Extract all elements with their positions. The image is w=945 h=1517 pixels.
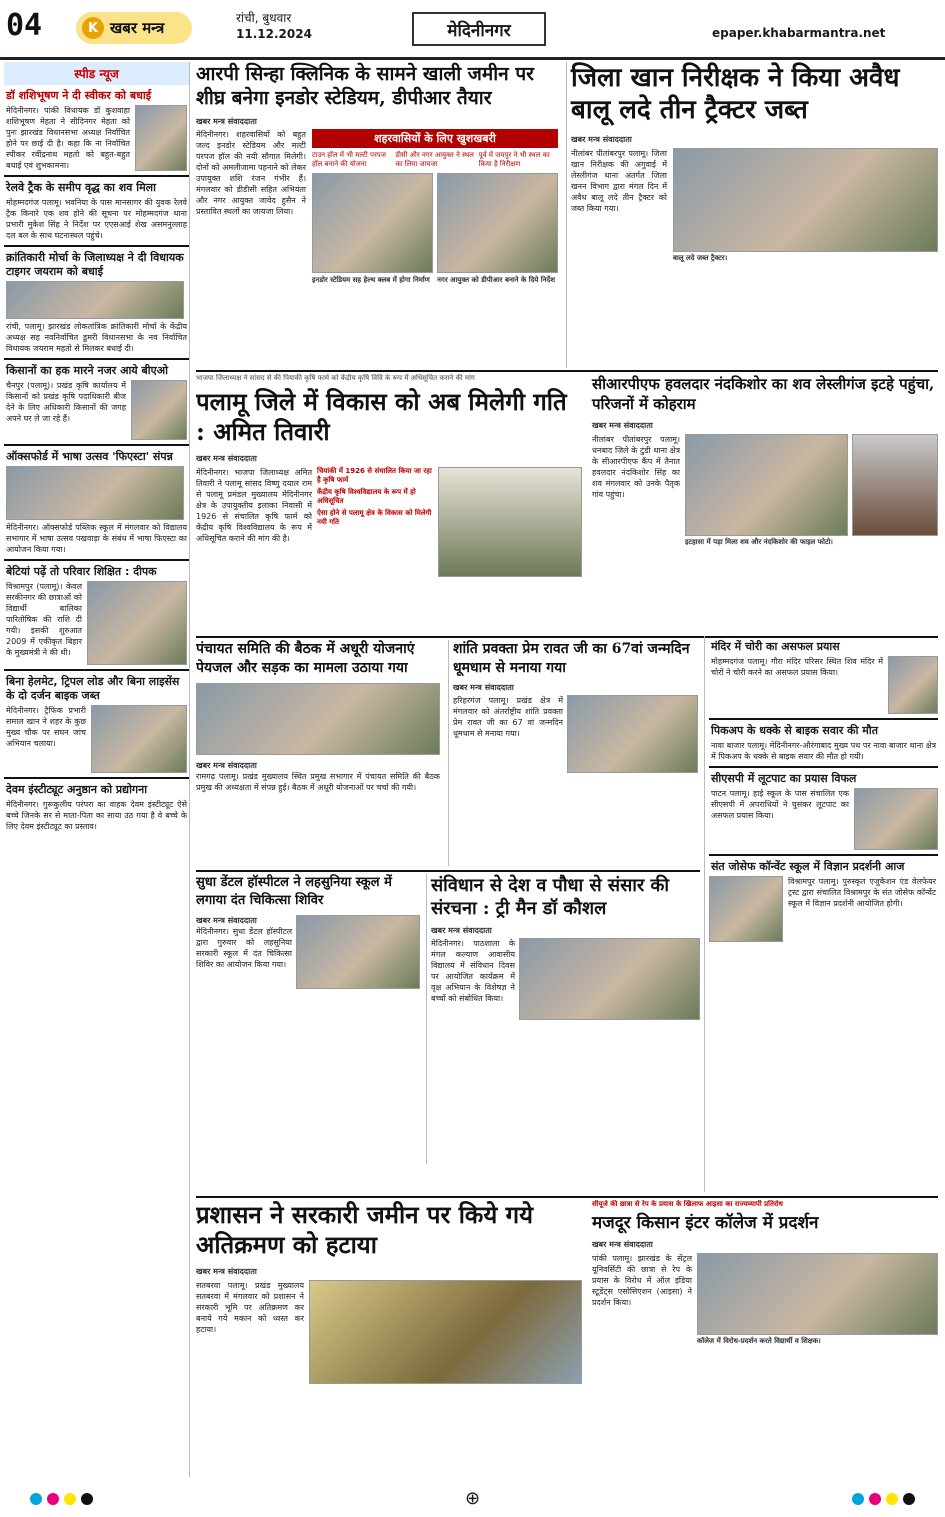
story-birthday: [448, 640, 698, 866]
brief-headline: मंदिर में चोरी का असफल प्रयास: [711, 640, 840, 653]
headline: जिला खान निरीक्षक ने किया अवैध बालू लदे तीन ट्रैक्टर जब्त: [571, 63, 900, 125]
story-development: [196, 374, 582, 630]
brief-photo: [709, 876, 783, 942]
divider: [709, 854, 938, 856]
divider: [196, 370, 938, 372]
brief-body: चैनपुर (पलामू)। प्रखंड कृषि कार्यालय में किसानों को प्रखंड कृषि पदाधिकारी बीज देने के लिए अधिकारी किसानों की जगह अपने घर ले जा रहे हैं।: [6, 381, 126, 423]
story-photo: [296, 915, 420, 989]
divider: [4, 777, 189, 779]
byline: खबर मन्त्र संवाददाता: [196, 454, 257, 463]
brief-body: नावा बाजार पलामू। मेदिनीनगर-औरंगाबाद मुख्य पथ पर नावा बाजार थाना क्षेत्र में पिकअप के धक्के से बाइक सवार की मौत हो गयी।: [711, 741, 936, 761]
story-body: मेदिनीनगर। सुधा डेंटल हॉस्पीटल द्वारा गुरुवार को लहसुनिया सरकारी स्कूल में दंत चिकित्सा शिविर का आयोजन किया गया।: [196, 927, 292, 969]
brief-body: मेदिनीनगर। ऑक्सफोर्ड पब्लिक स्कूल में मंगलवार को विद्यालय सभागार में भाषा उत्सव पखवाड़ा के संबंध में भाषा फिएस्टा का आयोजन किया गया।: [6, 523, 187, 554]
photo-caption: कॉलेज में विरोध-प्रदर्शन करते विद्यार्थी व शिक्षक।: [697, 1337, 821, 1345]
page-number: 04: [6, 8, 43, 43]
brief-headline: डॉ शशिभूषण ने दी स्वीकर को बधाई: [6, 89, 152, 102]
brand-badge: [76, 12, 192, 44]
brief-body: मेदिनीनगर। ट्रैफिक प्रभारी समाल खान ने शहर के कुछ मुख्य चौक पर सघन जांच अभियान चलाया।: [6, 706, 86, 748]
brief-headline: ऑक्सफोर्ड में भाषा उत्सव 'फिएस्टा' संपन्न: [6, 450, 173, 463]
story-body: मेदिनीनगर। भाजपा जिलाध्यक्ष अमित तिवारी ने पलामू सांसद विष्णु दयाल राम से पलामू प्रमंडल मुख्यालय मेदिनीनगर क्षेत्र के उपायुक्तीय इलाका निवासी में 1926 से संचालित कृषि फार्म को केंद्रीय कृषि विश्वविद्यालय के रूप में अधिसूचित कराने की मांग की है।: [196, 468, 312, 543]
story-photo: [196, 683, 440, 755]
story-body: रामगढ़ पलामू। प्रखंड मुख्यालय स्थित प्रमुख सभागार में पंचायत समिति की बैठक प्रमुख की अध्यक्षता में संपन्न हुई। बैठक में अधूरी योजनाओं पर चर्चा की गयी।: [196, 772, 440, 792]
photo-caption: नगर आयुक्त को डीपीआर बनाने के दिये निर्देश: [437, 276, 555, 284]
brand-logo-icon: K: [82, 17, 104, 39]
brief-headline: रेलवे ट्रैक के समीप वृद्ध का शव मिला: [6, 181, 156, 194]
story-body: मेदिनीनगर। शहरवासियों को बहुत जल्द इनडोर स्टेडियम और मल्टी परपज हॉल की नयी सौगात मिलेगी। दोनों को अमलीजामा पहनाने को लेकर उपायुक्त शशि रंजन गंभीर हैं। मंगलवार को डीडीसी सहित अभियंता और नगर आयुक्त जावेद हुसैन ने प्रस्तावित स्थलों का जायजा लिया।: [196, 130, 306, 216]
story-photo: [567, 695, 698, 773]
headline: पंचायत समिति की बैठक में अधूरी योजनाएं पेयजल और सड़क का मामला उठाया गया: [196, 641, 415, 676]
print-registration-strip: [0, 1480, 945, 1517]
brief-photo: [131, 380, 187, 440]
brief-body: पाटन पलामू। हाई स्कूल के पास संचालित एक सीएसपी में अपराधियों ने घुसकर लूटपाट का असफल प्रयास किया।: [711, 789, 849, 820]
divider: [4, 669, 189, 671]
bullet-point: ऐसा होने से पलामू क्षेत्र के विकास को मिलेगी नयी गति: [317, 509, 432, 526]
cyan-dot-icon: [30, 1493, 42, 1505]
portrait-photo: [438, 467, 582, 577]
registration-mark-icon: ⊕: [464, 1488, 481, 1509]
byline: खबर मन्त्र संवाददाता: [196, 761, 257, 770]
overline: भाजपा जिलाध्यक्ष ने सांसद से की पियाकी कृषि फार्म को केंद्रीय कृषि विवि के रूप में अधिसूचित कराने की मांग: [196, 374, 475, 382]
story-photo: [519, 938, 700, 1020]
magenta-dot-icon: [869, 1493, 881, 1505]
masthead: [0, 0, 945, 60]
divider: [4, 358, 189, 360]
section-band: शहरवासियों के लिए खुशखबरी: [312, 129, 558, 148]
story-protest: [588, 1200, 938, 1476]
brief-photo: [854, 788, 938, 850]
story-photo: [685, 434, 848, 536]
city-day: रांची, बुधवार: [236, 11, 292, 25]
byline: खबर मन्त्र संवाददाता: [196, 117, 257, 126]
left-column: [4, 62, 190, 1477]
divider: [196, 870, 700, 872]
byline: खबर मन्त्र संवाददाता: [196, 916, 257, 925]
story-body: पांकी पलामू। झारखंड के सेंट्रल यूनिवर्सिटी की छात्रा से रेप के प्रयास के विरोध में ऑल इंडिया स्टूडेंट्स एसोसिएशन (आइसा) ने प्रदर्शन किया।: [592, 1254, 692, 1307]
story-body: मेदिनीनगर। पाठशाला के मंगल कल्याण आवासीय विद्यालय में संविधान दिवस पर आयोजित कार्यक्रम में वृक्ष अभियान के विशेषज्ञ ने बच्चों को संबोधित किया।: [431, 939, 515, 1003]
brief-body: रांची, पलामू। झारखंड लोकतांत्रिक क्रांतिकारी मोर्चा के केंद्रीय अध्यक्ष सह नवनिर्वाचित डुमरी विधानसभा के नव निर्वाचित विधायक जयराम महतो से मिलकर बधाई दी।: [6, 322, 187, 353]
story-encroachment: [196, 1200, 582, 1476]
byline: खबर मन्त्र संवाददाता: [453, 683, 514, 692]
brief-headline: सीएसपी में लूटपाट का प्रयास विफल: [711, 772, 857, 785]
brief-body: विश्रामपुर पलामू। पुरुस्कृत एजुकेशन एंड वेलफेयर ट्रस्ट द्वारा संचालित विश्रामपुर के संत जोसेफ कॉन्वेंट स्कूल में विज्ञान प्रदर्शनी आयोजित होगी।: [788, 877, 936, 908]
color-dots: [30, 1493, 93, 1505]
headline: संविधान से देश व पौधा से संसार की संरचना : ट्री मैन डॉ कौशल: [431, 875, 670, 919]
brief-photo: [6, 281, 184, 319]
brief-photo: [6, 466, 184, 520]
brief-headline: बेटियां पढ़ें तो परिवार शिक्षित : दीपक: [6, 565, 157, 578]
brief-photo: [87, 581, 187, 665]
story-body: नीलांबर पीतांबरपुर पलामू। जिला खान निरीक्षक की अगुवाई में लेस्लीगंज थाना अंतर्गत जिला खनन विभाग द्वारा मंगल दिन में अवैध बालू लदे तीन ट्रैक्टर को जब्त किया गया।: [571, 149, 667, 213]
byline: खबर मन्त्र संवाददाता: [592, 421, 653, 430]
brief-headline: क्रांतिकारी मोर्चा के जिलाध्यक्ष ने दी विधायक टाइगर जयराम को बधाई: [6, 251, 184, 278]
bullet-point: केंद्रीय कृषि विश्वविद्यालय के रूप में हो अधिसूचित: [317, 488, 416, 505]
brief-headline: बिना हेलमेट, ट्रिपल लोड और बिना लाइसेंस के दो दर्जन बाइक जब्त: [6, 675, 180, 702]
divider: [4, 175, 189, 177]
brief-headline: संत जोसेफ कॉन्वेंट स्कूल में विज्ञान प्रदर्शनी आज: [711, 860, 905, 873]
brief-body: मोहम्मदगंज पलामू। भवनिया के पास मानसागर की युवक रेलवे ट्रैक किनारे एक शव होने की सूचना पर मोहम्मदगंज थाना प्रभारी मुकेश सिंह ने निर्देश पर एएसआई शेख असमनुल्लाह दल बल के साथ घटनास्थल पहुंचे।: [6, 198, 187, 240]
headline: प्रशासन ने सरकारी जमीन पर किये गये अतिक्रमण को हटाया: [196, 1200, 534, 1259]
byline: खबर मन्त्र संवाददाता: [571, 135, 632, 144]
divider: [4, 559, 189, 561]
brief-photo: [888, 656, 938, 714]
story-mining: [566, 62, 938, 368]
brief-headline: किसानों का हक मारने नजर आये बीएओ: [6, 364, 168, 377]
bullet-point: पूर्व में जयपुर ने भी स्थल का किया है निरीक्षण: [478, 151, 550, 168]
bullet-point: डीसी और नगर आयुक्त ने स्थल का लिया जायजा: [395, 151, 474, 168]
bullet-point: टाउन हॉल में भी मल्टी परपज हॉल बनाने की योजना: [312, 151, 386, 168]
right-briefs: [704, 636, 938, 1192]
story-body: हरिहरगंज पलामू। प्रखंड क्षेत्र में मंगलवार को अंतर्राष्ट्रीय शांति प्रवक्ता प्रेम रावत जी का 67 वां जन्मदिन धूमधाम से मनाया गया।: [453, 696, 563, 738]
yellow-dot-icon: [64, 1493, 76, 1505]
byline: खबर मन्त्र संवाददाता: [196, 1267, 257, 1276]
headline: मजदूर किसान इंटर कॉलेज में प्रदर्शन: [592, 1213, 819, 1233]
story-photo: [437, 173, 558, 273]
photo-caption: बालू लदे जब्त ट्रैक्टर।: [673, 254, 728, 262]
story-panchayat: [196, 640, 440, 866]
story-photo: [312, 173, 433, 273]
dateline: [236, 10, 312, 42]
story-dental: [196, 874, 420, 1164]
divider: [709, 766, 938, 768]
overline: सीयूजे की छात्रा से रेप के प्रयास के खिलाफ आइसा का राज्यव्यापी प्रतिरोध: [592, 1200, 783, 1208]
brief-photo: [91, 705, 187, 773]
headline: शांति प्रवक्ता प्रेम रावत जी का 67वां जन्मदिन धूमधाम से मनाया गया: [453, 641, 690, 676]
story-crpf: [588, 374, 938, 630]
story-photo: [309, 1280, 582, 1384]
brief-body: मेदिनीनगर। गुरूकुलीय परंपरा का वाहक देवम इंस्टीट्यूट ऐसे बच्चे जिनके सर से माता-पिता का साया उठ गया है वे बच्चे के लिए देवम इंस्टीट्यूट का प्रस्ताव।: [6, 800, 187, 831]
brief-photo: [135, 105, 187, 171]
cyan-dot-icon: [852, 1493, 864, 1505]
headline: सीआरपीएफ हवलदार नंदकिशोर का शव लेस्लीगंज इटहे पहुंचा, परिजनों में कोहराम: [592, 375, 935, 413]
byline: खबर मन्त्र संवाददाता: [592, 1240, 653, 1249]
bullet-point: चियांकी में 1926 से संचालित किया जा रहा है कृषि फार्म: [317, 467, 432, 484]
divider: [709, 718, 938, 720]
headline: सुधा डेंटल हॉस्पीटल ने लहसुनिया स्कूल में लगाया दंत चिकित्सा शिविर: [196, 875, 392, 908]
edition-name: मेदिनीनगर: [412, 12, 546, 46]
headline: पलामू जिले में विकास को अब मिलेगी गति : अमित तिवारी: [196, 387, 567, 446]
speed-news-band: स्पीड न्यूज: [4, 62, 189, 85]
brand-name: खबर मन्त्र: [110, 19, 165, 37]
divider: [4, 444, 189, 446]
headline: आरपी सिन्हा क्लिनिक के सामने खाली जमीन पर शीघ्र बनेगा इनडोर स्टेडियम, डीपीआर तैयार: [196, 63, 534, 109]
epaper-url[interactable]: epaper.khabarmantra.net: [712, 26, 886, 40]
story-body: नीलांबर पीतांबरपुर पलामू। धनबाद जिले के टुंडी थाना क्षेत्र के सीआरपीएफ कैंप में तैनात हवलदार नंदकिशोर सिंह का शव मंगलवार को उनके पैतृक गांव पहुंचा।: [592, 435, 680, 499]
brief-headline: देवम इंस्टीट्यूट अनुष्ठान को प्रद्योगना: [6, 783, 148, 796]
divider: [196, 1196, 938, 1198]
color-dots: [852, 1493, 915, 1505]
issue-date: 11.12.2024: [236, 27, 312, 41]
story-treeman: [426, 874, 700, 1164]
photo-caption: इटहासा में पड़ा मिला शव और नंदकिशोर की फाइल फोटो।: [685, 538, 833, 546]
story-stadium: [196, 62, 558, 368]
yellow-dot-icon: [886, 1493, 898, 1505]
black-dot-icon: [903, 1493, 915, 1505]
story-photo: [673, 148, 938, 252]
brief-body: विश्रामपुर (पलामू)। केवल सरकीनगर की छात्राओं को विद्यार्थी बालिका पारितोषिक की राशि दी गयी। इसकी शुरुआत 2009 में एकीकृत बिहार के मुख्यमंत्री ने की थी।: [6, 582, 82, 657]
black-dot-icon: [81, 1493, 93, 1505]
brief-headline: पिकअप के धक्के से बाइक सवार की मौत: [711, 724, 878, 737]
brief-body: मेदिनीनगर। पांकी विधायक डॉ कुशवाहा शशिभूषण मेहता ने सीदिनगर मेहता को पुनः झारखंड विधानसभा अध्यक्ष निर्वाचित होने पर छाई दी है। कहा कि ना निर्वाचित स्पीकर रवींद्रनाथ महतो को बहुत-बहुत बधाई एवं शुभकामना।: [6, 106, 130, 170]
brief-body: मोहम्मदगंज पलामू। गौरा मंदिर परिसर स्थित शिव मंदिर में चोरों ने चोरी करने का असफल प्रयास किया।: [711, 657, 883, 677]
portrait-photo: [852, 434, 938, 536]
byline: खबर मन्त्र संवाददाता: [431, 926, 492, 935]
divider: [4, 245, 189, 247]
photo-caption: इनडोर स्टेडियम सह हेल्थ क्लब में होगा निर्माण: [312, 276, 430, 284]
magenta-dot-icon: [47, 1493, 59, 1505]
story-body: सतबरवा पलामू। प्रखंड मुख्यालय सतबरवा में मंगलवार को प्रशासन ने सरकारी भूमि पर अतिक्रमण कर बनाये गये मकान को ध्वस्त कर हटाया।: [196, 1281, 304, 1334]
story-photo: [697, 1253, 938, 1335]
